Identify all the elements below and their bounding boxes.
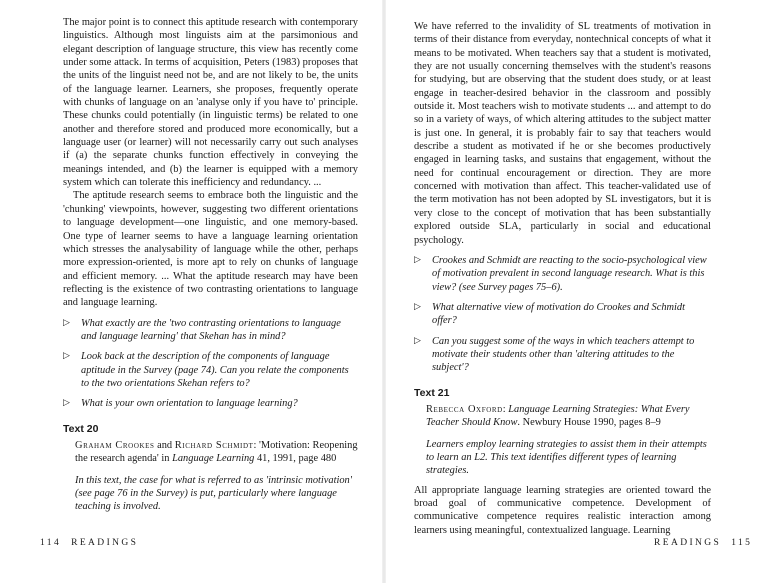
question-item <box>63 317 358 344</box>
question-text: What is your own orientation to language learning? <box>81 398 298 410</box>
triangle-right-outline-icon: ▷ <box>63 398 70 409</box>
publication-details: . Newbury House 1990, pages 8–9 <box>517 417 661 429</box>
triangle-right-outline-icon: ▷ <box>414 254 421 265</box>
question-text: What alternative view of motivation do Crookes and Schmidt offer? <box>432 301 685 327</box>
right-column <box>414 20 711 537</box>
article-title: : 'Motivation: Reopening the research agenda' in <box>75 439 358 465</box>
left-folio <box>30 538 138 573</box>
text-20-reference <box>63 439 358 466</box>
running-head: READINGS <box>654 538 722 548</box>
right-paragraph-1: We have referred to the invalidity of SL treatments of motivation in terms of their distance from everyday, nontechnical concepts of what it means to be motivated. When teachers say that a student is motivated, they are not usually concerning themselves with the student's reasons for studying, but are observing that the student does study, or at least engage in teacher-desired behavior in the classroom and possibly outside it. Most teachers wish to motivate students ... and attempt to do so in a variety of ways, of which altering attitudes to the subject matter is just one. In general, it is probably fair to say that teachers would describe a student as motivated if he or she becomes productively engaged in learning tasks, and sustains that engagement, without the need for continual encouragement or direction. They are more concerned with motivation than affect. This teacher-validated use of the term motivation has not been adopted by SL investigators, but it is very close to the concept of motivation that has been substantially explored outside SLA, particularly in social and educational psychology. <box>414 21 711 246</box>
text-21-summary: Learners employ learning strategies to assist them in their attempts to learn an L2. This text identifies different types of learning strategies. <box>426 438 707 477</box>
author-name: Graham Crookes <box>75 439 155 451</box>
author-name: Rebecca Oxford <box>426 403 503 415</box>
left-paragraph-2: The aptitude research seems to embrace both the linguistic and the 'chunking' viewpoints, however, suggesting two different orientations to language development—one linguistic, and one memory-based. One type of learner seems to have a language learning orientation which stresses the analysability of language while the other, perhaps more expression-oriented, is more apt to rely on chunks of language and efficient memory. ... What the aptitude research may have been reflecting is the existence of two contrasting orientations to language and language learning. <box>63 190 358 309</box>
triangle-right-outline-icon: ▷ <box>63 351 70 362</box>
separator: : <box>502 403 509 415</box>
left-paragraph-1: The major point is to connect this aptitude research with contemporary linguistics. Although most linguists aim at the parsimonious and elegant description of language structure, this view has recently come under some attack. In terms of acquisition, Peters (1983) proposes that the units of the linguist need not be, and are not likely to be, the units of the language learner. Learners, she proposes, frequently operate with chunks of language on an 'analyse only if you have to' principle. These chunks could potentially (in linguistic terms) be related to one another and therefore stored and produced more economically, but a language user (or learner) will not necessarily carry out such analyses if (a) the separate chunks function effectively in conveying the meanings intended, and (b) the learner is equipped with a memory system which can tolerate this inefficiency and redundancy. ... <box>63 17 358 189</box>
question-text: Can you suggest some of the ways in which teachers attempt to motivate their students other than 'altering attitudes to the subject'? <box>432 335 695 374</box>
right-paragraph-2: All appropriate language learning strategies are oriented toward the broad goal of communicative competence. Development of communicative competence requires realistic interaction among learners using meaningful, contextualized language. Learning <box>414 484 711 536</box>
right-page <box>384 0 768 583</box>
journal-name: Language Learning <box>172 453 255 465</box>
question-item <box>63 350 358 390</box>
question-item <box>414 254 711 294</box>
book-title: Language Learning Strategies: What Every Teacher Should Know <box>426 403 690 429</box>
question-item <box>414 301 711 328</box>
question-text: Look back at the description of the components of language aptitude in the Survey (page 74). Can you relate the components to the two orientations Skehan refers to? <box>81 351 349 389</box>
right-folio <box>654 538 762 573</box>
author-name: Richard Schmidt <box>174 439 254 451</box>
text-21-heading: Text 21 <box>414 386 450 399</box>
text-21-reference <box>414 403 711 430</box>
page-number: 114 <box>40 538 62 548</box>
page-number: 115 <box>731 538 753 548</box>
question-item <box>414 335 711 375</box>
question-text: Crookes and Schmidt are reacting to the socio-psychological view of motivation prevalent in second language research. What is this view? (see Survey pages 75–6). <box>432 254 707 293</box>
left-column <box>63 16 358 514</box>
conjunction: and <box>157 439 173 451</box>
question-text: What exactly are the 'two contrasting orientations to language and language learning' that Skehan has in mind? <box>81 317 341 342</box>
text-20-heading: Text 20 <box>63 422 99 435</box>
publication-details: 41, 1991, page 480 <box>254 453 337 465</box>
question-item <box>63 397 358 410</box>
running-head: READINGS <box>71 538 139 548</box>
triangle-right-outline-icon: ▷ <box>63 317 70 328</box>
triangle-right-outline-icon: ▷ <box>414 335 421 346</box>
text-20-summary: In this text, the case for what is referred to as 'intrinsic motivation' (see page 76 in the Survey) is put, particularly where language teaching is involved. <box>75 474 352 513</box>
triangle-right-outline-icon: ▷ <box>414 301 421 312</box>
